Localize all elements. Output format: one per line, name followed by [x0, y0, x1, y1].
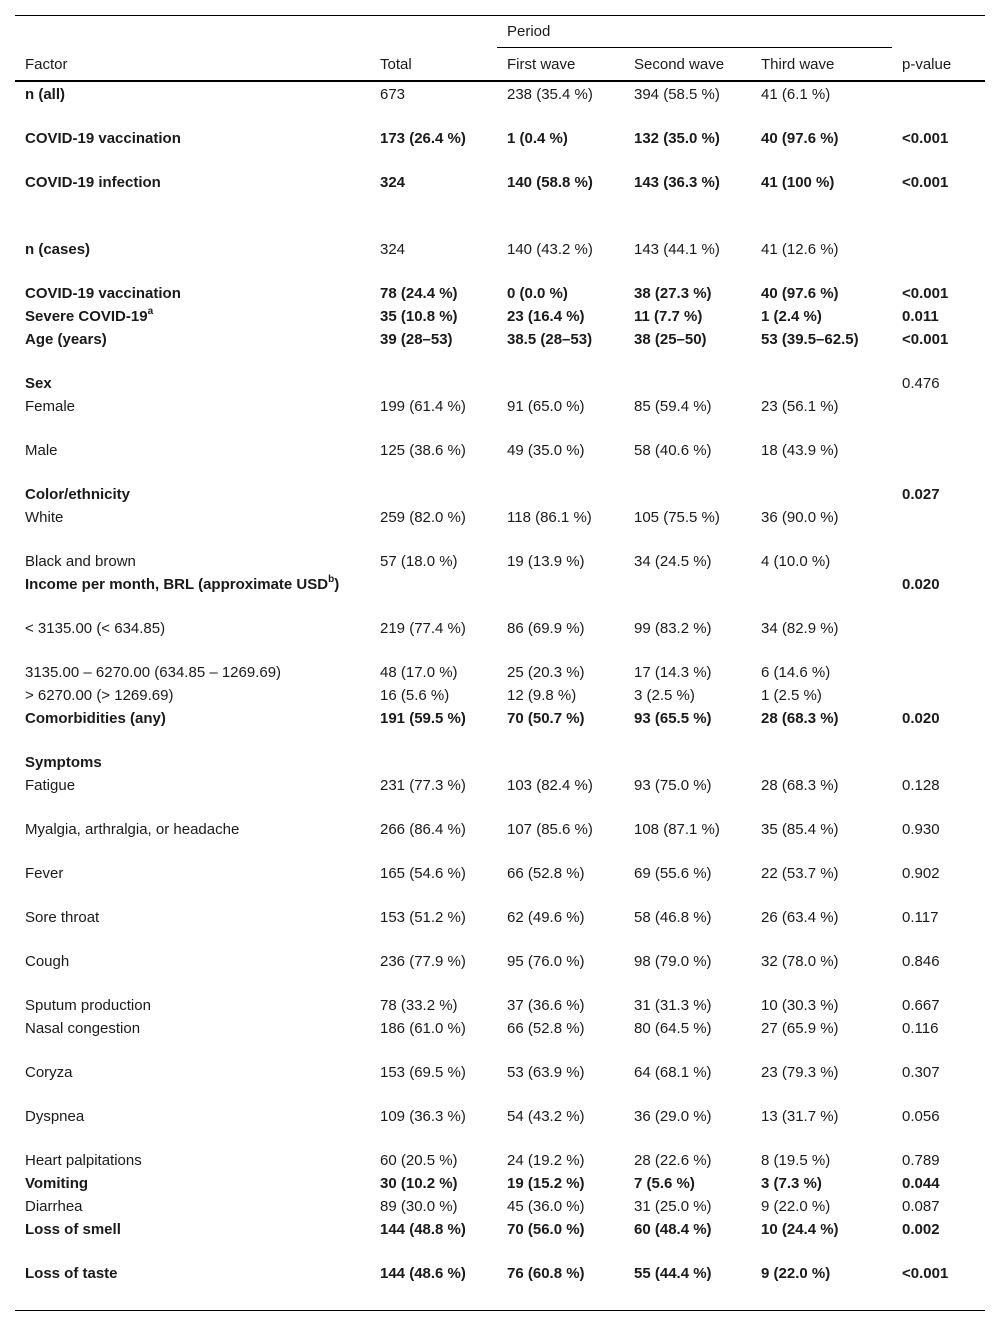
cell-p-value: 0.020	[902, 710, 940, 727]
cell-factor: COVID-19 vaccination	[25, 130, 181, 147]
cell-total: 259 (82.0 %)	[380, 509, 466, 526]
cell-third-wave: 8 (19.5 %)	[761, 1152, 831, 1169]
cell-third-wave: 6 (14.6 %)	[761, 664, 831, 681]
cell-third-wave: 22 (53.7 %)	[761, 865, 839, 882]
cell-total: 324	[380, 241, 406, 258]
cell-factor: Female	[25, 398, 76, 415]
cell-p-value: 0.846	[902, 953, 940, 970]
cell-factor: Symptoms	[25, 754, 102, 771]
cell-third-wave: 28 (68.3 %)	[761, 777, 839, 794]
cell-factor: Sex	[25, 375, 52, 392]
cell-factor: Black and brown	[25, 553, 136, 570]
cell-third-wave: 3 (7.3 %)	[761, 1175, 822, 1192]
cell-factor: Severe COVID-19$^a$	[25, 306, 154, 325]
cell-first-wave: 118 (86.1 %)	[507, 509, 592, 526]
cell-factor: Nasal congestion	[25, 1020, 141, 1037]
cell-second-wave: 93 (75.0 %)	[634, 777, 712, 794]
cell-p-value: 0.020	[902, 576, 940, 593]
cell-p-value: <0.001	[902, 130, 949, 147]
cell-p-value: <0.001	[902, 331, 949, 348]
cell-second-wave: 98 (79.0 %)	[634, 953, 712, 970]
cell-total: 144 (48.8 %)	[380, 1221, 466, 1238]
cell-total: 78 (24.4 %)	[380, 285, 458, 302]
cell-first-wave: 1 (0.4 %)	[507, 130, 568, 147]
cell-second-wave: 132 (35.0 %)	[634, 130, 720, 147]
cell-factor: Diarrhea	[25, 1198, 83, 1215]
cell-factor: > 6270.00 (> 1269.69)	[25, 687, 174, 704]
footnote-marker: b	[328, 574, 335, 585]
cell-factor: Vomiting	[25, 1175, 89, 1192]
cell-factor: Cough	[25, 953, 70, 970]
cell-third-wave: 9 (22.0 %)	[761, 1265, 831, 1282]
cell-third-wave: 41 (6.1 %)	[761, 86, 831, 103]
cell-first-wave: 0 (0.0 %)	[507, 285, 568, 302]
cell-first-wave: 45 (36.0 %)	[507, 1198, 585, 1215]
cell-second-wave: 7 (5.6 %)	[634, 1175, 695, 1192]
cell-total: 673	[380, 86, 406, 103]
cell-first-wave: 70 (50.7 %)	[507, 710, 585, 727]
cell-third-wave: 10 (30.3 %)	[761, 997, 839, 1014]
footnote-marker: a	[147, 306, 154, 317]
cell-first-wave: 53 (63.9 %)	[507, 1064, 585, 1081]
cell-third-wave: 32 (78.0 %)	[761, 953, 839, 970]
cell-third-wave: 10 (24.4 %)	[761, 1221, 839, 1238]
cell-second-wave: 60 (48.4 %)	[634, 1221, 712, 1238]
cell-second-wave: 143 (44.1 %)	[634, 241, 720, 258]
cell-p-value: 0.128	[902, 777, 940, 794]
cell-first-wave: 66 (52.8 %)	[507, 1020, 585, 1037]
cell-total: 30 (10.2 %)	[380, 1175, 458, 1192]
cell-third-wave: 34 (82.9 %)	[761, 620, 839, 637]
cell-total: 48 (17.0 %)	[380, 664, 458, 681]
cell-second-wave: 38 (27.3 %)	[634, 285, 712, 302]
cell-factor: n (all)	[25, 86, 65, 103]
column-header-first-wave: First wave	[507, 56, 576, 73]
cell-p-value: 0.902	[902, 865, 940, 882]
cell-total: 236 (77.9 %)	[380, 953, 466, 970]
column-header-total: Total	[380, 56, 412, 73]
cell-factor: n (cases)	[25, 241, 91, 258]
cell-first-wave: 19 (15.2 %)	[507, 1175, 585, 1192]
cell-p-value: 0.476	[902, 375, 940, 392]
cell-factor: Fatigue	[25, 777, 76, 794]
cell-total: 191 (59.5 %)	[380, 710, 466, 727]
cell-second-wave: 64 (68.1 %)	[634, 1064, 712, 1081]
cell-p-value: 0.002	[902, 1221, 940, 1238]
cell-first-wave: 38.5 (28–53)	[507, 331, 593, 348]
cell-first-wave: 12 (9.8 %)	[507, 687, 577, 704]
cell-first-wave: 49 (35.0 %)	[507, 442, 585, 459]
cell-second-wave: 11 (7.7 %)	[634, 308, 703, 325]
cell-p-value: 0.930	[902, 821, 940, 838]
cell-third-wave: 40 (97.6 %)	[761, 285, 839, 302]
cell-total: 39 (28–53)	[380, 331, 453, 348]
cell-factor: Coryza	[25, 1064, 73, 1081]
cell-second-wave: 58 (40.6 %)	[634, 442, 712, 459]
cell-second-wave: 108 (87.1 %)	[634, 821, 720, 838]
cell-total: 165 (54.6 %)	[380, 865, 466, 882]
cell-total: 35 (10.8 %)	[380, 308, 458, 325]
cell-second-wave: 85 (59.4 %)	[634, 398, 712, 415]
cell-total: 153 (69.5 %)	[380, 1064, 466, 1081]
cell-third-wave: 9 (22.0 %)	[761, 1198, 831, 1215]
cell-factor: Loss of smell	[25, 1221, 121, 1238]
cell-first-wave: 19 (13.9 %)	[507, 553, 585, 570]
cell-factor: Male	[25, 442, 58, 459]
cell-third-wave: 41 (100 %)	[761, 174, 835, 191]
cell-factor: 3135.00 – 6270.00 (634.85 – 1269.69)	[25, 664, 282, 681]
cell-p-value: 0.789	[902, 1152, 940, 1169]
cell-total: 231 (77.3 %)	[380, 777, 466, 794]
cell-first-wave: 54 (43.2 %)	[507, 1108, 585, 1125]
cell-second-wave: 28 (22.6 %)	[634, 1152, 712, 1169]
cell-total: 153 (51.2 %)	[380, 909, 466, 926]
cell-third-wave: 41 (12.6 %)	[761, 241, 839, 258]
cell-factor: COVID-19 infection	[25, 174, 161, 191]
cell-total: 60 (20.5 %)	[380, 1152, 458, 1169]
cell-p-value: 0.116	[902, 1020, 939, 1037]
cell-factor: Heart palpitations	[25, 1152, 142, 1169]
cell-factor: < 3135.00 (< 634.85)	[25, 620, 166, 637]
cell-third-wave: 35 (85.4 %)	[761, 821, 839, 838]
cell-p-value: 0.056	[902, 1108, 940, 1125]
cell-factor: Color/ethnicity	[25, 486, 131, 503]
cell-p-value: 0.307	[902, 1064, 940, 1081]
cell-second-wave: 58 (46.8 %)	[634, 909, 712, 926]
cell-third-wave: 28 (68.3 %)	[761, 710, 839, 727]
cell-factor: Income per month, BRL (approximate USD$^b$)	[25, 574, 340, 593]
cell-factor: Loss of taste	[25, 1265, 118, 1282]
cell-total: 109 (36.3 %)	[380, 1108, 466, 1125]
cell-second-wave: 3 (2.5 %)	[634, 687, 695, 704]
cell-first-wave: 238 (35.4 %)	[507, 86, 593, 103]
cell-p-value: 0.027	[902, 486, 940, 503]
cell-p-value: <0.001	[902, 1265, 949, 1282]
cell-total: 89 (30.0 %)	[380, 1198, 458, 1215]
cell-first-wave: 70 (56.0 %)	[507, 1221, 585, 1238]
cell-factor: Dyspnea	[25, 1108, 85, 1125]
cell-total: 324	[380, 174, 406, 191]
cell-third-wave: 23 (56.1 %)	[761, 398, 839, 415]
cell-second-wave: 38 (25–50)	[634, 331, 707, 348]
cell-factor: Sore throat	[25, 909, 100, 926]
cell-first-wave: 62 (49.6 %)	[507, 909, 585, 926]
cell-p-value: <0.001	[902, 285, 949, 302]
cell-factor: Fever	[25, 865, 64, 882]
column-header-second-wave: Second wave	[634, 56, 725, 73]
cell-total: 57 (18.0 %)	[380, 553, 458, 570]
cell-first-wave: 95 (76.0 %)	[507, 953, 585, 970]
cell-total: 266 (86.4 %)	[380, 821, 466, 838]
cell-third-wave: 1 (2.4 %)	[761, 308, 822, 325]
cell-first-wave: 91 (65.0 %)	[507, 398, 585, 415]
period-group-rule	[497, 47, 892, 48]
cell-second-wave: 80 (64.5 %)	[634, 1020, 712, 1037]
table-top-rule	[15, 15, 985, 16]
cell-p-value: 0.087	[902, 1198, 940, 1215]
cell-second-wave: 105 (75.5 %)	[634, 509, 720, 526]
cell-total: 199 (61.4 %)	[380, 398, 466, 415]
cell-first-wave: 23 (16.4 %)	[507, 308, 585, 325]
cell-first-wave: 140 (58.8 %)	[507, 174, 593, 191]
cell-second-wave: 93 (65.5 %)	[634, 710, 712, 727]
cell-second-wave: 34 (24.5 %)	[634, 553, 712, 570]
cell-p-value: 0.044	[902, 1175, 940, 1192]
cell-second-wave: 36 (29.0 %)	[634, 1108, 712, 1125]
cell-first-wave: 86 (69.9 %)	[507, 620, 585, 637]
cell-factor: Sputum production	[25, 997, 151, 1014]
table-bottom-rule	[15, 1310, 985, 1311]
column-header-third-wave: Third wave	[761, 56, 835, 73]
cell-second-wave: 31 (25.0 %)	[634, 1198, 712, 1215]
column-header-p-value: p-value	[902, 56, 952, 73]
cell-third-wave: 27 (65.9 %)	[761, 1020, 839, 1037]
cell-third-wave: 40 (97.6 %)	[761, 130, 839, 147]
cell-third-wave: 1 (2.5 %)	[761, 687, 822, 704]
cell-p-value: 0.117	[902, 909, 939, 926]
cell-third-wave: 53 (39.5–62.5)	[761, 331, 859, 348]
cell-first-wave: 37 (36.6 %)	[507, 997, 585, 1014]
cell-total: 125 (38.6 %)	[380, 442, 466, 459]
cell-p-value: 0.667	[902, 997, 940, 1014]
cell-p-value: <0.001	[902, 174, 949, 191]
cell-second-wave: 69 (55.6 %)	[634, 865, 712, 882]
cell-total: 186 (61.0 %)	[380, 1020, 466, 1037]
header-bottom-rule	[15, 80, 985, 82]
cell-total: 144 (48.6 %)	[380, 1265, 466, 1282]
cell-first-wave: 76 (60.8 %)	[507, 1265, 585, 1282]
cell-factor: Comorbidities (any)	[25, 710, 166, 727]
cell-second-wave: 99 (83.2 %)	[634, 620, 712, 637]
cell-factor: Age (years)	[25, 331, 107, 348]
cell-first-wave: 140 (43.2 %)	[507, 241, 593, 258]
cell-factor: White	[25, 509, 64, 526]
cell-third-wave: 36 (90.0 %)	[761, 509, 839, 526]
cell-total: 16 (5.6 %)	[380, 687, 450, 704]
cell-second-wave: 394 (58.5 %)	[634, 86, 720, 103]
cell-first-wave: 103 (82.4 %)	[507, 777, 593, 794]
column-header-factor: Factor	[25, 56, 68, 73]
cell-first-wave: 66 (52.8 %)	[507, 865, 585, 882]
cell-first-wave: 24 (19.2 %)	[507, 1152, 585, 1169]
cell-first-wave: 25 (20.3 %)	[507, 664, 585, 681]
cell-p-value: 0.011	[902, 308, 939, 325]
cell-second-wave: 55 (44.4 %)	[634, 1265, 712, 1282]
cell-third-wave: 26 (63.4 %)	[761, 909, 839, 926]
cell-third-wave: 23 (79.3 %)	[761, 1064, 839, 1081]
cell-first-wave: 107 (85.6 %)	[507, 821, 593, 838]
cell-total: 78 (33.2 %)	[380, 997, 458, 1014]
cell-total: 219 (77.4 %)	[380, 620, 466, 637]
cell-factor: Myalgia, arthralgia, or headache	[25, 821, 240, 838]
cell-third-wave: 18 (43.9 %)	[761, 442, 839, 459]
cell-second-wave: 17 (14.3 %)	[634, 664, 712, 681]
cell-third-wave: 4 (10.0 %)	[761, 553, 831, 570]
cell-factor: COVID-19 vaccination	[25, 285, 181, 302]
cell-third-wave: 13 (31.7 %)	[761, 1108, 839, 1125]
cell-second-wave: 143 (36.3 %)	[634, 174, 720, 191]
period-group-header: Period	[507, 23, 551, 40]
cell-second-wave: 31 (31.3 %)	[634, 997, 712, 1014]
cell-total: 173 (26.4 %)	[380, 130, 466, 147]
